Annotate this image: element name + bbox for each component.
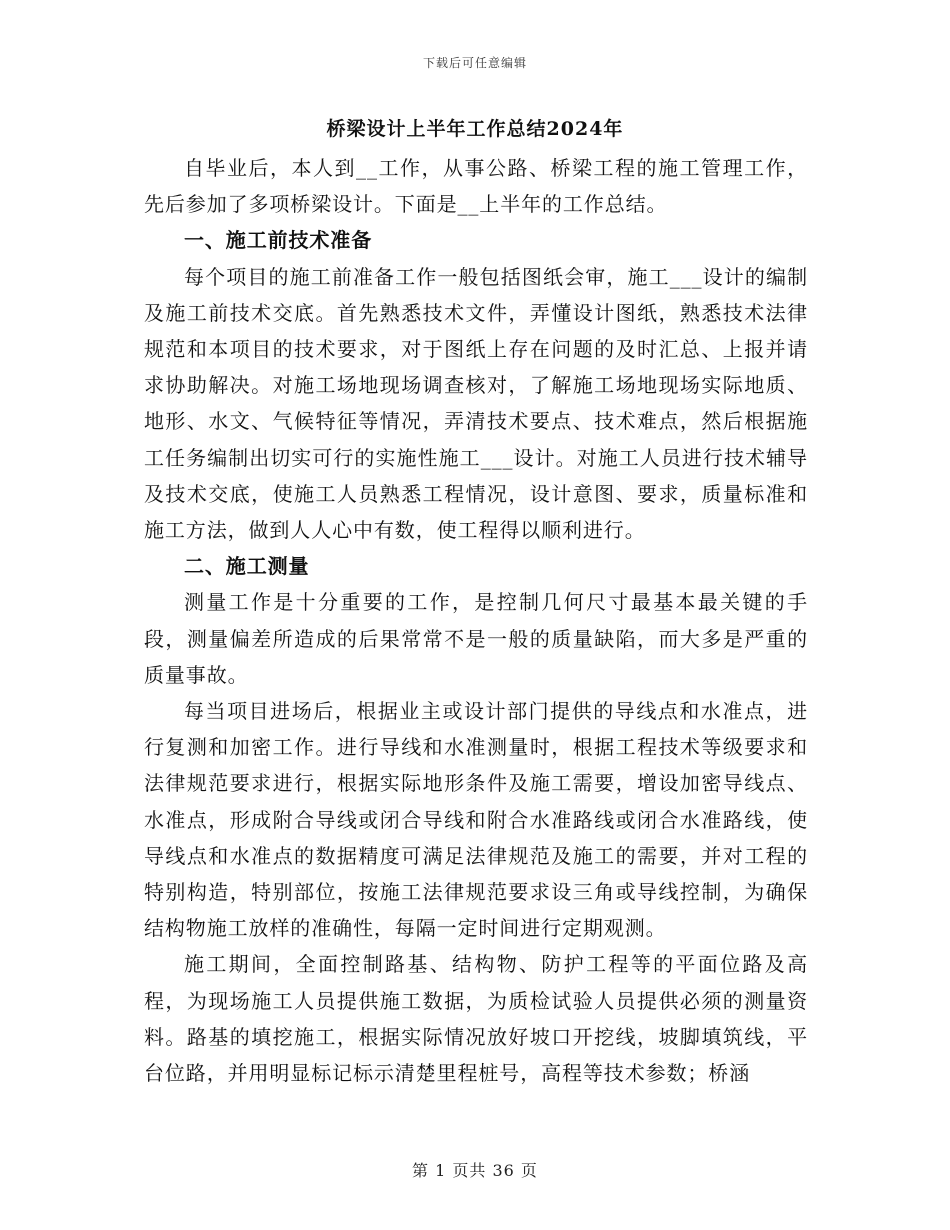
paragraph-surveying-control: 每当项目进场后，根据业主或设计部门提供的导线点和水准点，进行复测和加密工作。进行导线和水准测量时，根据工程技术等级要求和法律规范要求进行，根据实际地形条件及施工需要，增设加密导线点、水准点，形成附合导线或闭合导线和附合水准路线或闭合水准路线，使导线点和水准点的数据精度可满足法律规范及施工的需要，并对工程的特别构造，特别部位，按施工法律规范要求设三角或导线控制，为确保结构物施工放样的准确性，每隔一定时间进行定期观测。	[144, 699, 808, 941]
paragraph-construction-period: 施工期间，全面控制路基、结构物、防护工程等的平面位路及高程，为现场施工人员提供施工数据，为质检试验人员提供必须的测量资料。路基的填挖施工，根据实际情况放好坡口开挖线，坡脚填筑线，平台位路，并用明显标记标示清楚里程桩号，高程等技术参数；桥涵	[144, 952, 808, 1086]
paragraph-surveying-importance: 测量工作是十分重要的工作，是控制几何尺寸最基本最关键的手段，测量偏差所造成的后果常常不是一般的质量缺陷，而大多是严重的质量事故。	[144, 590, 808, 687]
section-heading-surveying: 二、施工测量	[184, 554, 310, 579]
paragraph-preparation: 每个项目的施工前准备工作一般包括图纸会审，施工___设计的编制及施工前技术交底。首先熟悉技术文件，弄懂设计图纸，熟悉技术法律规范和本项目的技术要求，对于图纸上存在问题的及时汇总、上报并请求协助解决。对施工场地现场调查核对，了解施工场地现场实际地质、地形、水文、气候特征等情况，弄清技术要点、技术难点，然后根据施工任务编制出切实可行的实施性施工___设计。对施工人员进行技术辅导及技术交底，使施工人员熟悉工程情况，设计意图、要求，质量标准和施工方法，做到人人心中有数，使工程得以顺利进行。	[144, 264, 808, 543]
document-body	[144, 150, 808, 1091]
header-note: 下载后可任意编辑	[422, 56, 527, 70]
page-number-footer: 第 1 页共 36 页	[412, 1161, 538, 1180]
section-heading-preparation: 一、施工前技术准备	[184, 228, 373, 253]
paragraph-intro: 自毕业后，本人到__工作，从事公路、桥梁工程的施工管理工作，先后参加了多项桥梁设计。下面是__上半年的工作总结。	[144, 156, 808, 217]
document-title: 桥梁设计上半年工作总结2024年	[326, 118, 624, 140]
